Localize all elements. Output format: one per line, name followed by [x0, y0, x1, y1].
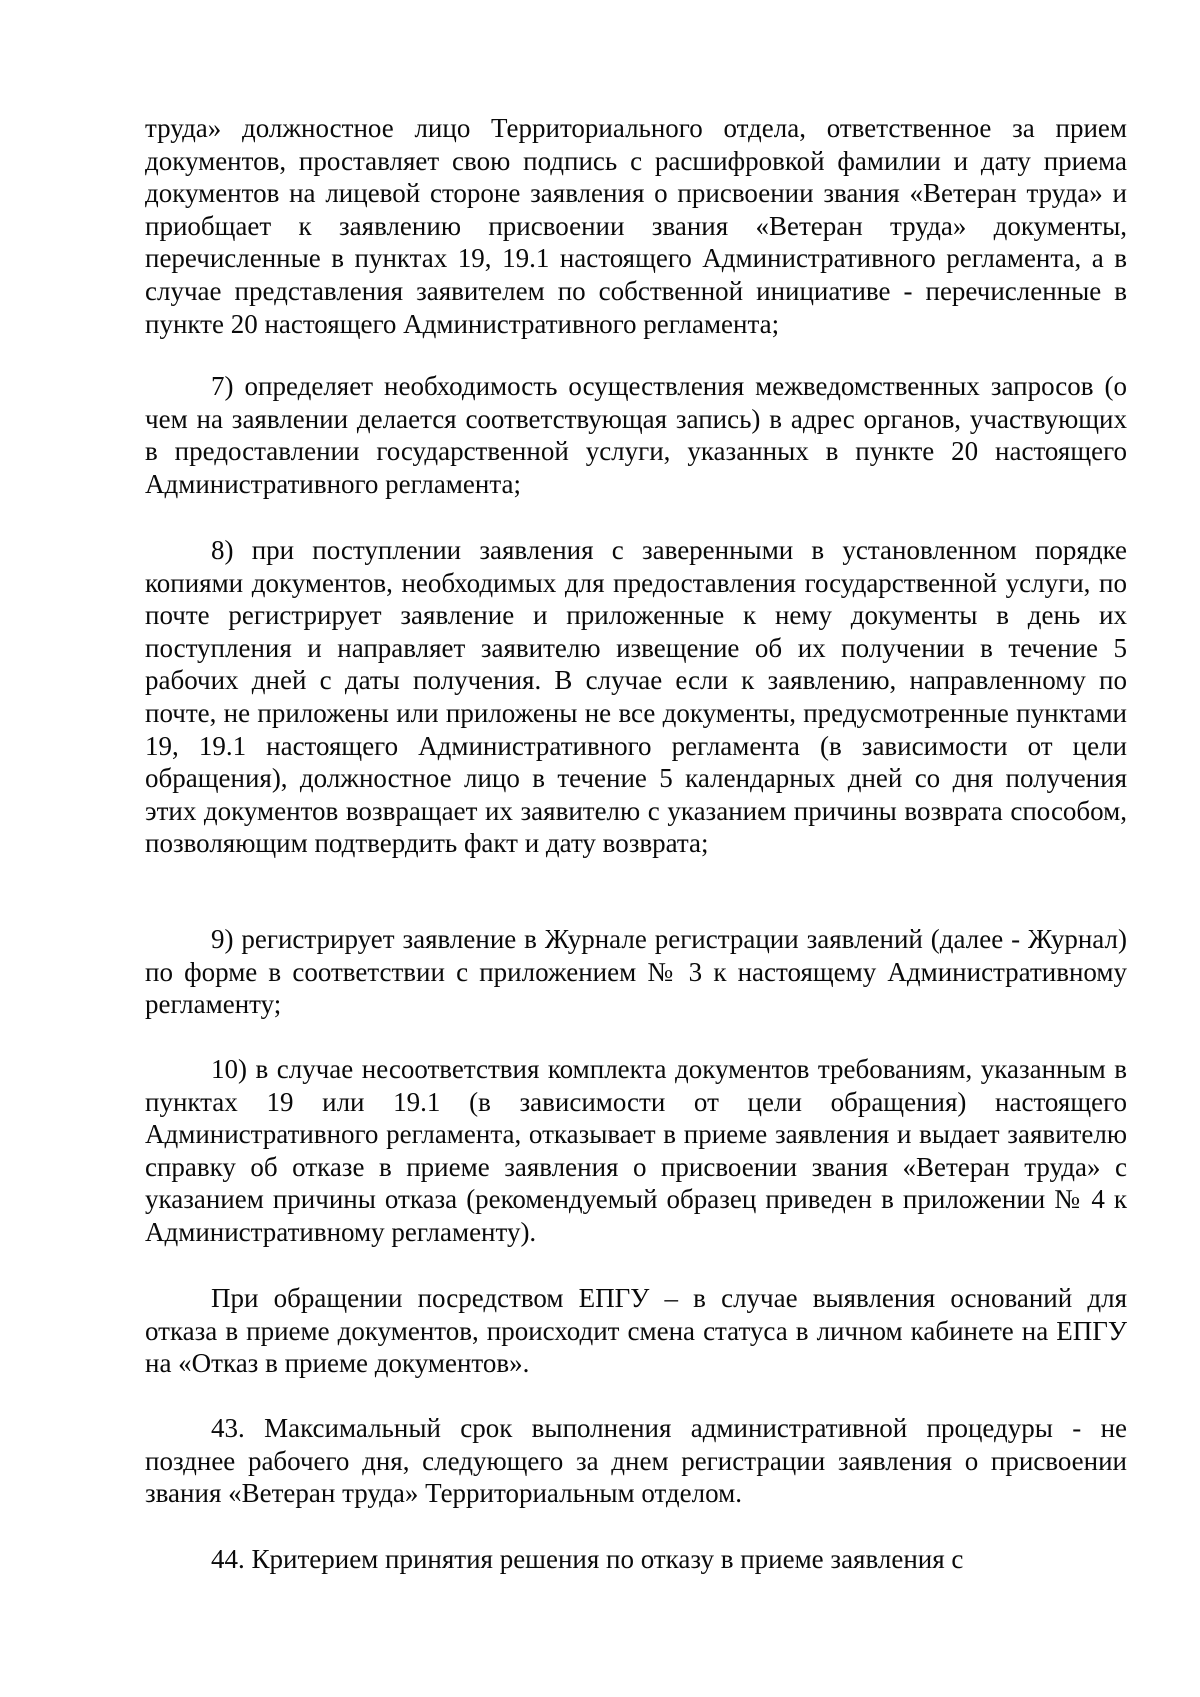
- paragraph-item-7: 7) определяет необходимость осуществления межведомственных запросов (о чем на заявлении делается соответствующая запись) в адрес органов, участвующих в предоставлении государственной услуги, указанных в пункте 20 настоящего Административного регламента;: [145, 371, 1127, 499]
- paragraph-section-43: 43. Максимальный срок выполнения административной процедуры - не позднее рабочего дня, следующего за днем регистрации заявления о присвоении звания «Ветеран труда» Территориальным отделом.: [145, 1413, 1127, 1509]
- paragraph-epgu-refusal: При обращении посредством ЕПГУ – в случае выявления оснований для отказа в приеме документов, происходит смена статуса в личном кабинете на ЕПГУ на «Отказ в приеме документов».: [145, 1283, 1127, 1379]
- paragraph-item-9: 9) регистрирует заявление в Журнале регистрации заявлений (далее - Журнал) по форме в соответствии с приложением № 3 к настоящему Административному регламенту;: [145, 924, 1127, 1020]
- paragraph-item-8: 8) при поступлении заявления с заверенными в установленном порядке копиями документов, необходимых для предоставления государственной услуги, по почте регистрирует заявление и приложенные к нему документы в день их поступления и направляет заявителю извещение об их получении в течение 5 рабочих дней с даты получения. В случае если к заявлению, направленному по почте, не приложены или приложены не все документы, предусмотренные пунктами 19, 19.1 настоящего Административного регламента (в зависимости от цели обращения), должностное лицо в течение 5 календарных дней со дня получения этих документов возвращает их заявителю с указанием причины возврата способом, позволяющим подтвердить факт и дату возврата;: [145, 535, 1127, 859]
- paragraph-continuation: труда» должностное лицо Территориального отдела, ответственное за прием документов, проставляет свою подпись с расшифровкой фамилии и дату приема документов на лицевой стороне заявления о присвоении звания «Ветеран труда» и приобщает к заявлению присвоении звания «Ветеран труда» документы, перечисленные в пунктах 19, 19.1 настоящего Административного регламента, а в случае представления заявителем по собственной инициативе - перечисленные в пункте 20 настоящего Административного регламента;: [145, 113, 1127, 339]
- paragraph-item-10: 10) в случае несоответствия комплекта документов требованиям, указанным в пунктах 19 или 19.1 (в зависимости от цели обращения) настоящего Административного регламента, отказывает в приеме заявления и выдает заявителю справку об отказе в приеме заявления о присвоении звания «Ветеран труда» с указанием причины отказа (рекомендуемый образец приведен в приложении № 4 к Административному регламенту).: [145, 1054, 1127, 1247]
- paragraph-section-44: 44. Критерием принятия решения по отказу в приеме заявления с: [211, 1544, 964, 1574]
